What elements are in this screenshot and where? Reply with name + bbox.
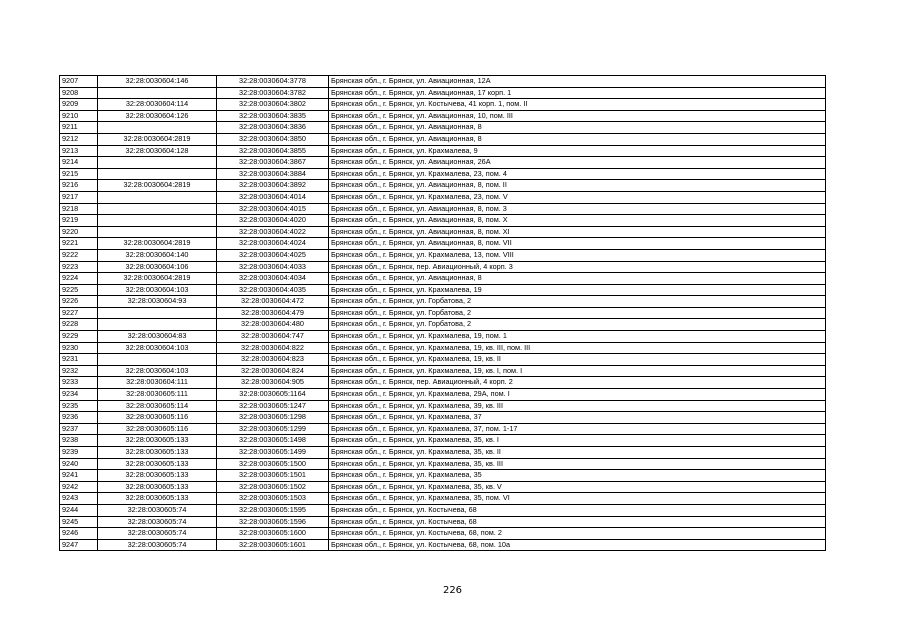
land-cadastral-number-cell: 32:28:0030605:74 — [98, 539, 217, 551]
address-cell: Брянская обл., г. Брянск, ул. Костычева, 68 — [329, 504, 826, 516]
object-cadastral-number-cell: 32:28:0030605:1298 — [217, 412, 329, 424]
table-row — [60, 203, 826, 215]
object-cadastral-number-cell: 32:28:0030605:1500 — [217, 458, 329, 470]
table-row — [60, 296, 826, 308]
table-row — [60, 99, 826, 111]
object-cadastral-number-cell: 32:28:0030604:3850 — [217, 133, 329, 145]
land-cadastral-number-cell: 32:28:0030604:146 — [98, 76, 217, 88]
object-cadastral-number-cell: 32:28:0030605:1503 — [217, 493, 329, 505]
table-row — [60, 342, 826, 354]
land-cadastral-number-cell: 32:28:0030604:2819 — [98, 238, 217, 250]
land-cadastral-number-cell — [98, 203, 217, 215]
object-cadastral-number-cell: 32:28:0030604:4015 — [217, 203, 329, 215]
land-cadastral-number-cell: 32:28:0030604:126 — [98, 110, 217, 122]
object-cadastral-number-cell: 32:28:0030604:4033 — [217, 261, 329, 273]
land-cadastral-number-cell: 32:28:0030604:103 — [98, 342, 217, 354]
object-cadastral-number-cell: 32:28:0030604:4035 — [217, 284, 329, 296]
object-cadastral-number-cell: 32:28:0030604:823 — [217, 354, 329, 366]
object-cadastral-number-cell: 32:28:0030605:1247 — [217, 400, 329, 412]
address-cell: Брянская обл., г. Брянск, ул. Крахмалева, 19, пом. 1 — [329, 331, 826, 343]
table-row — [60, 180, 826, 192]
land-cadastral-number-cell: 32:28:0030604:111 — [98, 377, 217, 389]
row-number-cell: 9213 — [60, 145, 98, 157]
object-cadastral-number-cell: 32:28:0030605:1600 — [217, 528, 329, 540]
land-cadastral-number-cell: 32:28:0030605:74 — [98, 528, 217, 540]
row-number-cell: 9244 — [60, 504, 98, 516]
table-row — [60, 516, 826, 528]
address-cell: Брянская обл., г. Брянск, ул. Костычева, 68, пом. 10а — [329, 539, 826, 551]
row-number-cell: 9242 — [60, 481, 98, 493]
table-row — [60, 273, 826, 285]
address-cell: Брянская обл., г. Брянск, ул. Крахмалева, 23, пом. V — [329, 191, 826, 203]
row-number-cell: 9218 — [60, 203, 98, 215]
cadastral-table — [59, 75, 826, 551]
land-cadastral-number-cell: 32:28:0030604:114 — [98, 99, 217, 111]
object-cadastral-number-cell: 32:28:0030604:3835 — [217, 110, 329, 122]
address-cell: Брянская обл., г. Брянск, ул. Авиационная, 8 — [329, 273, 826, 285]
row-number-cell: 9227 — [60, 307, 98, 319]
row-number-cell: 9235 — [60, 400, 98, 412]
row-number-cell: 9214 — [60, 157, 98, 169]
address-cell: Брянская обл., г. Брянск, ул. Авиационная, 26А — [329, 157, 826, 169]
object-cadastral-number-cell: 32:28:0030605:1164 — [217, 389, 329, 401]
table-row — [60, 447, 826, 459]
land-cadastral-number-cell — [98, 191, 217, 203]
table-row — [60, 215, 826, 227]
table-row — [60, 319, 826, 331]
address-cell: Брянская обл., г. Брянск, ул. Крахмалева, 39, кв. III — [329, 400, 826, 412]
land-cadastral-number-cell — [98, 319, 217, 331]
address-cell: Брянская обл., г. Брянск, ул. Авиационная, 8 — [329, 122, 826, 134]
land-cadastral-number-cell: 32:28:0030605:116 — [98, 423, 217, 435]
address-cell: Брянская обл., г. Брянск, ул. Авиационная, 8, пом. 3 — [329, 203, 826, 215]
object-cadastral-number-cell: 32:28:0030604:3802 — [217, 99, 329, 111]
table-row — [60, 539, 826, 551]
land-cadastral-number-cell: 32:28:0030605:116 — [98, 412, 217, 424]
row-number-cell: 9222 — [60, 249, 98, 261]
land-cadastral-number-cell — [98, 215, 217, 227]
row-number-cell: 9209 — [60, 99, 98, 111]
address-cell: Брянская обл., г. Брянск, ул. Крахмалева, 13, пом. VIII — [329, 249, 826, 261]
land-cadastral-number-cell: 32:28:0030604:83 — [98, 331, 217, 343]
object-cadastral-number-cell: 32:28:0030604:479 — [217, 307, 329, 319]
table-row — [60, 249, 826, 261]
address-cell: Брянская обл., г. Брянск, ул. Горбатова, 2 — [329, 319, 826, 331]
object-cadastral-number-cell: 32:28:0030605:1596 — [217, 516, 329, 528]
row-number-cell: 9228 — [60, 319, 98, 331]
table-row — [60, 76, 826, 88]
land-cadastral-number-cell — [98, 354, 217, 366]
address-cell: Брянская обл., г. Брянск, ул. Костычева, 68 — [329, 516, 826, 528]
address-cell: Брянская обл., г. Брянск, ул. Крахмалева, 29А, пом. I — [329, 389, 826, 401]
address-cell: Брянская обл., г. Брянск, ул. Горбатова, 2 — [329, 296, 826, 308]
table-row — [60, 365, 826, 377]
table-row — [60, 157, 826, 169]
row-number-cell: 9234 — [60, 389, 98, 401]
table-row — [60, 307, 826, 319]
row-number-cell: 9240 — [60, 458, 98, 470]
page-number: 226 — [442, 585, 463, 596]
address-cell: Брянская обл., г. Брянск, ул. Авиационная, 8, пом. VII — [329, 238, 826, 250]
object-cadastral-number-cell: 32:28:0030604:3836 — [217, 122, 329, 134]
object-cadastral-number-cell: 32:28:0030604:822 — [217, 342, 329, 354]
address-cell: Брянская обл., г. Брянск, ул. Авиационная, 8, пом. II — [329, 180, 826, 192]
land-cadastral-number-cell: 32:28:0030604:140 — [98, 249, 217, 261]
object-cadastral-number-cell: 32:28:0030604:3884 — [217, 168, 329, 180]
address-cell: Брянская обл., г. Брянск, ул. Крахмалева, 35, кв. I — [329, 435, 826, 447]
land-cadastral-number-cell — [98, 122, 217, 134]
land-cadastral-number-cell — [98, 226, 217, 238]
land-cadastral-number-cell: 32:28:0030604:2819 — [98, 133, 217, 145]
table-row — [60, 377, 826, 389]
row-number-cell: 9231 — [60, 354, 98, 366]
object-cadastral-number-cell: 32:28:0030605:1299 — [217, 423, 329, 435]
land-cadastral-number-cell: 32:28:0030605:133 — [98, 447, 217, 459]
land-cadastral-number-cell — [98, 87, 217, 99]
object-cadastral-number-cell: 32:28:0030604:824 — [217, 365, 329, 377]
land-cadastral-number-cell: 32:28:0030604:93 — [98, 296, 217, 308]
object-cadastral-number-cell: 32:28:0030604:4022 — [217, 226, 329, 238]
table-row — [60, 528, 826, 540]
row-number-cell: 9245 — [60, 516, 98, 528]
row-number-cell: 9246 — [60, 528, 98, 540]
object-cadastral-number-cell: 32:28:0030604:472 — [217, 296, 329, 308]
address-cell: Брянская обл., г. Брянск, ул. Костычева, 41 корп. 1, пом. II — [329, 99, 826, 111]
object-cadastral-number-cell: 32:28:0030604:905 — [217, 377, 329, 389]
row-number-cell: 9238 — [60, 435, 98, 447]
table-row — [60, 191, 826, 203]
object-cadastral-number-cell: 32:28:0030604:4024 — [217, 238, 329, 250]
object-cadastral-number-cell: 32:28:0030605:1601 — [217, 539, 329, 551]
row-number-cell: 9224 — [60, 273, 98, 285]
row-number-cell: 9215 — [60, 168, 98, 180]
land-cadastral-number-cell: 32:28:0030605:133 — [98, 470, 217, 482]
table-row — [60, 87, 826, 99]
address-cell: Брянская обл., г. Брянск, ул. Крахмалева, 23, пом. 4 — [329, 168, 826, 180]
row-number-cell: 9229 — [60, 331, 98, 343]
table-row — [60, 238, 826, 250]
land-cadastral-number-cell — [98, 168, 217, 180]
address-cell: Брянская обл., г. Брянск, пер. Авиационный, 4 корп. 3 — [329, 261, 826, 273]
object-cadastral-number-cell: 32:28:0030604:3782 — [217, 87, 329, 99]
land-cadastral-number-cell: 32:28:0030605:133 — [98, 435, 217, 447]
address-cell: Брянская обл., г. Брянск, ул. Крахмалева, 35, кв. II — [329, 447, 826, 459]
land-cadastral-number-cell: 32:28:0030604:103 — [98, 284, 217, 296]
row-number-cell: 9210 — [60, 110, 98, 122]
row-number-cell: 9239 — [60, 447, 98, 459]
row-number-cell: 9220 — [60, 226, 98, 238]
table-row — [60, 122, 826, 134]
object-cadastral-number-cell: 32:28:0030604:4025 — [217, 249, 329, 261]
table-row — [60, 470, 826, 482]
address-cell: Брянская обл., г. Брянск, ул. Крахмалева, 37, пом. 1-17 — [329, 423, 826, 435]
address-cell: Брянская обл., г. Брянск, ул. Авиационная, 8 — [329, 133, 826, 145]
object-cadastral-number-cell: 32:28:0030604:3778 — [217, 76, 329, 88]
address-cell: Брянская обл., г. Брянск, ул. Крахмалева, 19 — [329, 284, 826, 296]
row-number-cell: 9243 — [60, 493, 98, 505]
address-cell: Брянская обл., г. Брянск, ул. Крахмалева, 35, пом. VI — [329, 493, 826, 505]
row-number-cell: 9237 — [60, 423, 98, 435]
address-cell: Брянская обл., г. Брянск, ул. Крахмалева, 37 — [329, 412, 826, 424]
table-row — [60, 331, 826, 343]
table-row — [60, 389, 826, 401]
address-cell: Брянская обл., г. Брянск, ул. Авиационная, 8, пом. XI — [329, 226, 826, 238]
table-row — [60, 412, 826, 424]
address-cell: Брянская обл., г. Брянск, ул. Горбатова, 2 — [329, 307, 826, 319]
address-cell: Брянская обл., г. Брянск, ул. Костычева, 68, пом. 2 — [329, 528, 826, 540]
object-cadastral-number-cell: 32:28:0030604:747 — [217, 331, 329, 343]
table-row — [60, 400, 826, 412]
address-cell: Брянская обл., г. Брянск, ул. Крахмалева, 9 — [329, 145, 826, 157]
object-cadastral-number-cell: 32:28:0030604:3892 — [217, 180, 329, 192]
address-cell: Брянская обл., г. Брянск, ул. Авиационная, 12А — [329, 76, 826, 88]
object-cadastral-number-cell: 32:28:0030605:1501 — [217, 470, 329, 482]
address-cell: Брянская обл., г. Брянск, ул. Крахмалева, 35, кв. V — [329, 481, 826, 493]
row-number-cell: 9247 — [60, 539, 98, 551]
table-row — [60, 145, 826, 157]
object-cadastral-number-cell: 32:28:0030605:1595 — [217, 504, 329, 516]
table-row — [60, 354, 826, 366]
land-cadastral-number-cell — [98, 307, 217, 319]
row-number-cell: 9216 — [60, 180, 98, 192]
land-cadastral-number-cell: 32:28:0030605:133 — [98, 493, 217, 505]
table-row — [60, 435, 826, 447]
land-cadastral-number-cell: 32:28:0030605:133 — [98, 458, 217, 470]
land-cadastral-number-cell — [98, 157, 217, 169]
land-cadastral-number-cell: 32:28:0030605:111 — [98, 389, 217, 401]
table-row — [60, 458, 826, 470]
row-number-cell: 9217 — [60, 191, 98, 203]
table-row — [60, 423, 826, 435]
address-cell: Брянская обл., г. Брянск, ул. Крахмалева, 35 — [329, 470, 826, 482]
address-cell: Брянская обл., г. Брянск, ул. Крахмалева, 35, кв. III — [329, 458, 826, 470]
land-cadastral-number-cell: 32:28:0030605:133 — [98, 481, 217, 493]
object-cadastral-number-cell: 32:28:0030604:4020 — [217, 215, 329, 227]
table-row — [60, 493, 826, 505]
object-cadastral-number-cell: 32:28:0030605:1498 — [217, 435, 329, 447]
row-number-cell: 9219 — [60, 215, 98, 227]
object-cadastral-number-cell: 32:28:0030604:3867 — [217, 157, 329, 169]
land-cadastral-number-cell: 32:28:0030604:103 — [98, 365, 217, 377]
row-number-cell: 9221 — [60, 238, 98, 250]
address-cell: Брянская обл., г. Брянск, ул. Крахмалева, 19, кв. I, пом. I — [329, 365, 826, 377]
land-cadastral-number-cell: 32:28:0030605:114 — [98, 400, 217, 412]
address-cell: Брянская обл., г. Брянск, ул. Авиационная, 8, пом. X — [329, 215, 826, 227]
row-number-cell: 9207 — [60, 76, 98, 88]
row-number-cell: 9212 — [60, 133, 98, 145]
table-body — [60, 76, 826, 551]
object-cadastral-number-cell: 32:28:0030605:1499 — [217, 447, 329, 459]
land-cadastral-number-cell: 32:28:0030604:2819 — [98, 180, 217, 192]
table-row — [60, 133, 826, 145]
land-cadastral-number-cell: 32:28:0030605:74 — [98, 504, 217, 516]
row-number-cell: 9230 — [60, 342, 98, 354]
table-row — [60, 110, 826, 122]
object-cadastral-number-cell: 32:28:0030605:1502 — [217, 481, 329, 493]
land-cadastral-number-cell: 32:28:0030604:2819 — [98, 273, 217, 285]
row-number-cell: 9211 — [60, 122, 98, 134]
row-number-cell: 9232 — [60, 365, 98, 377]
row-number-cell: 9225 — [60, 284, 98, 296]
table-row — [60, 481, 826, 493]
table-row — [60, 168, 826, 180]
object-cadastral-number-cell: 32:28:0030604:4034 — [217, 273, 329, 285]
table-row — [60, 226, 826, 238]
address-cell: Брянская обл., г. Брянск, пер. Авиационный, 4 корп. 2 — [329, 377, 826, 389]
address-cell: Брянская обл., г. Брянск, ул. Авиационная, 17 корп. 1 — [329, 87, 826, 99]
address-cell: Брянская обл., г. Брянск, ул. Крахмалева, 19, кв. II — [329, 354, 826, 366]
address-cell: Брянская обл., г. Брянск, ул. Авиационная, 10, пом. III — [329, 110, 826, 122]
row-number-cell: 9236 — [60, 412, 98, 424]
object-cadastral-number-cell: 32:28:0030604:4014 — [217, 191, 329, 203]
object-cadastral-number-cell: 32:28:0030604:3855 — [217, 145, 329, 157]
table-row — [60, 504, 826, 516]
object-cadastral-number-cell: 32:28:0030604:480 — [217, 319, 329, 331]
row-number-cell: 9208 — [60, 87, 98, 99]
row-number-cell: 9223 — [60, 261, 98, 273]
address-cell: Брянская обл., г. Брянск, ул. Крахмалева, 19, кв. III, пом. III — [329, 342, 826, 354]
table-row — [60, 284, 826, 296]
row-number-cell: 9233 — [60, 377, 98, 389]
land-cadastral-number-cell: 32:28:0030604:128 — [98, 145, 217, 157]
land-cadastral-number-cell: 32:28:0030605:74 — [98, 516, 217, 528]
land-cadastral-number-cell: 32:28:0030604:106 — [98, 261, 217, 273]
row-number-cell: 9241 — [60, 470, 98, 482]
row-number-cell: 9226 — [60, 296, 98, 308]
table-row — [60, 261, 826, 273]
